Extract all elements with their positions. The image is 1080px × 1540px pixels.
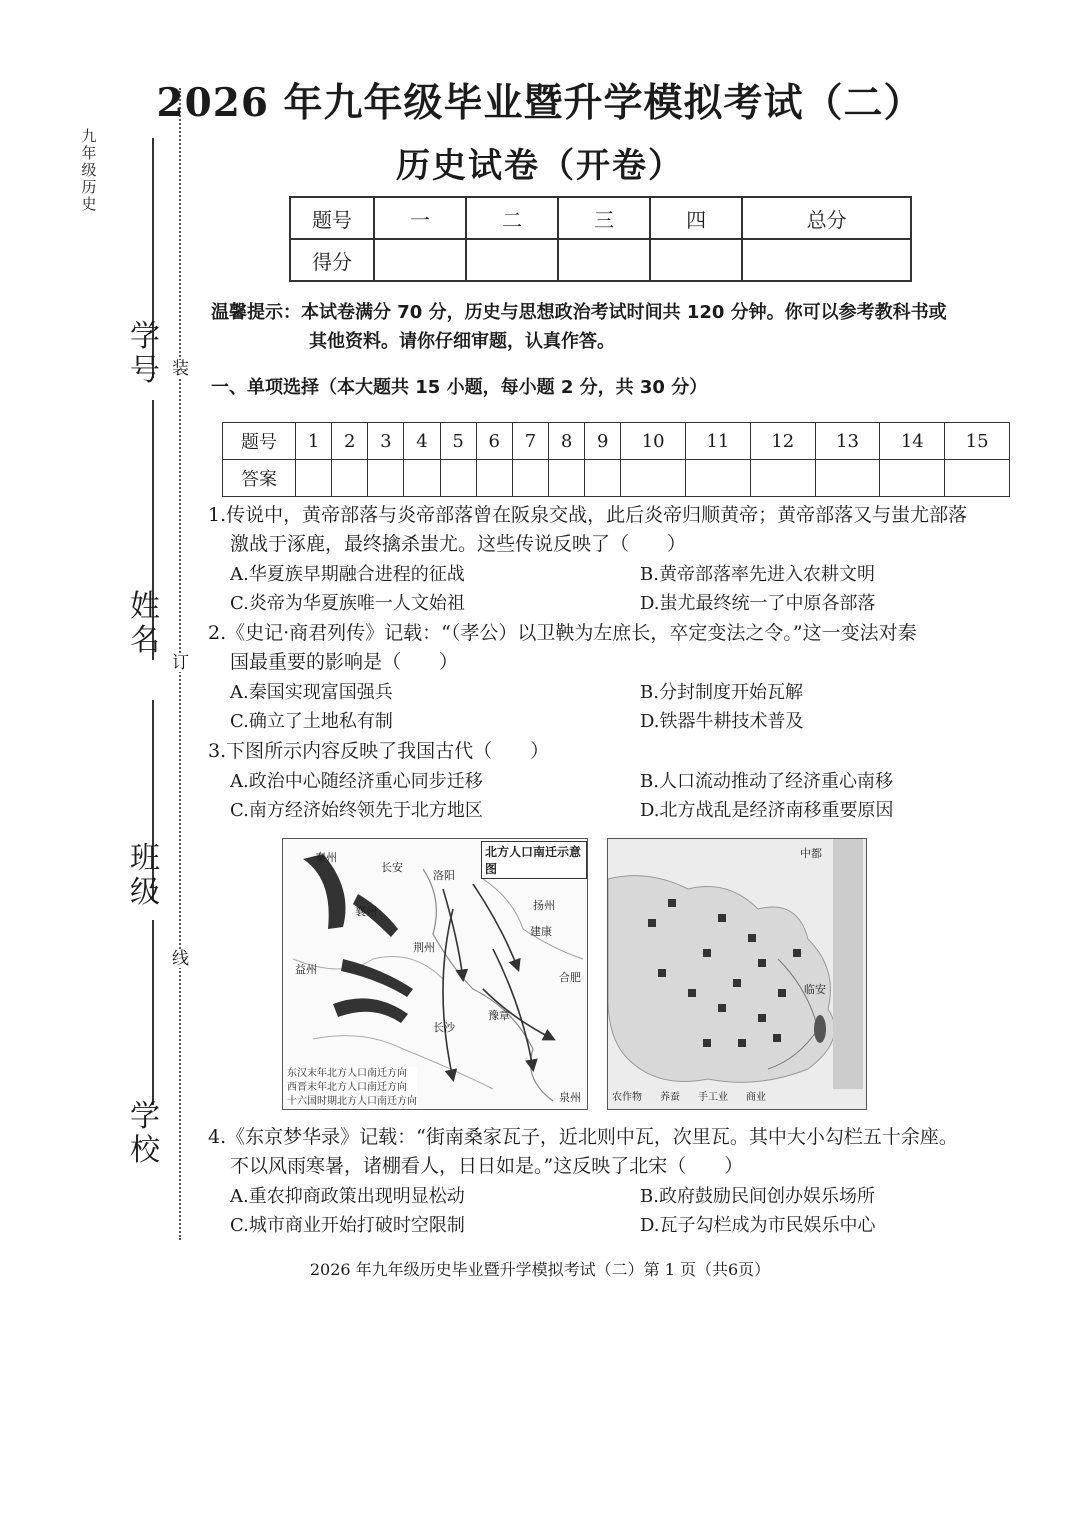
question-2-option-d[interactable]: D.铁器牛耕技术普及: [640, 711, 804, 732]
question-3: [208, 737, 1008, 766]
margin-field-student-id: 学号: [130, 319, 160, 388]
question-2-option-a[interactable]: A.秦国实现富国强兵: [230, 682, 393, 703]
answer-cell[interactable]: [686, 460, 751, 497]
question-1-option-c[interactable]: C.炎帝为华夏族唯一人文始祖: [230, 593, 465, 614]
answer-cell[interactable]: [512, 460, 548, 497]
city-label: 扬州: [533, 899, 555, 912]
answer-cell[interactable]: [296, 460, 332, 497]
city-label: 长安: [381, 861, 403, 874]
question-3-stem-line1: 3.下图所示内容反映了我国古代（ ）: [208, 740, 550, 762]
score-cell[interactable]: [650, 239, 742, 281]
city-label: 豫章: [488, 1009, 510, 1022]
city-label: 长沙: [433, 1021, 455, 1034]
migration-map-legend: [287, 1067, 417, 1109]
question-2-stem-line1: 2.《史记·商君列传》记载：“（孝公）以卫鞅为左庶长，卒定变法之令。”这一变法对秦: [208, 622, 917, 644]
city-label: 益州: [295, 963, 317, 976]
legend-item: 手工业: [698, 1092, 728, 1103]
score-table: [289, 196, 912, 282]
city-label: 中都: [800, 847, 822, 860]
cut-mark-xian: 线: [172, 949, 189, 969]
question-2-option-c[interactable]: C.确立了土地私有制: [230, 711, 393, 732]
score-table-header-row: [290, 197, 911, 239]
question-4-options: [230, 1182, 1000, 1240]
migration-map: [282, 838, 588, 1110]
score-row-label: 得分: [290, 239, 374, 281]
answer-cell[interactable]: [750, 460, 815, 497]
answer-table-number-cell: 7: [512, 423, 548, 460]
answer-cell[interactable]: [621, 460, 686, 497]
answer-cell[interactable]: [476, 460, 512, 497]
answer-table-number-cell: 1: [296, 423, 332, 460]
question-4-option-d[interactable]: D.瓦子勾栏成为市民娱乐中心: [640, 1215, 876, 1236]
answer-table-number-cell: 15: [945, 423, 1010, 460]
question-1-stem-line1: 1.传说中，黄帝部落与炎帝部落曾在阪泉交战，此后炎帝归顺黄帝；黄帝部落又与蚩尤部落: [208, 504, 968, 526]
migration-map-title: 北方人口南迁示意图: [481, 841, 587, 879]
exam-subtitle: 历史试卷（开卷）: [396, 146, 684, 186]
answer-cell[interactable]: [440, 460, 476, 497]
answer-cell[interactable]: [548, 460, 584, 497]
answer-table-number-cell: 13: [815, 423, 880, 460]
score-header-cell: 一: [374, 197, 466, 239]
question-4-stem-line2: 不以风雨寒暑，诸棚看人，日日如是。”这反映了北宋（ ）: [230, 1155, 744, 1177]
answer-table-number-cell: 10: [621, 423, 686, 460]
margin-caption: 九年级历史: [81, 127, 97, 213]
question-3-option-c[interactable]: C.南方经济始终领先于北方地区: [230, 800, 483, 821]
question-4-option-c[interactable]: C.城市商业开始打破时空限制: [230, 1215, 465, 1236]
question-1-option-a[interactable]: A.华夏族早期融合进程的征战: [230, 564, 465, 585]
city-label: 泉州: [559, 1091, 581, 1104]
answer-cell[interactable]: [945, 460, 1010, 497]
margin-field-name: 姓名: [130, 589, 160, 658]
margin-field-school: 学校: [130, 1099, 160, 1168]
question-3-options: [230, 767, 1000, 825]
answer-table-number-cell: 8: [548, 423, 584, 460]
exam-tip-line2: 其他资料。请你仔细审题，认真作答。: [309, 331, 615, 352]
answer-cell[interactable]: [815, 460, 880, 497]
answer-table-number-cell: 12: [750, 423, 815, 460]
answer-cell[interactable]: [404, 460, 440, 497]
score-cell[interactable]: [742, 239, 911, 281]
city-label: 襄州: [355, 905, 377, 918]
city-label: 临安: [804, 983, 826, 996]
question-4-option-b[interactable]: B.政府鼓励民间创办娱乐场所: [640, 1186, 875, 1207]
question-2-options: [230, 678, 1000, 736]
answer-table-number-cell: 4: [404, 423, 440, 460]
score-cell[interactable]: [374, 239, 466, 281]
legend-item: 东汉末年北方人口南迁方向: [287, 1068, 407, 1079]
legend-item: 十六国时期北方人口南迁方向: [287, 1096, 417, 1107]
answer-table-answer-label: 答案: [223, 460, 296, 497]
page-footer: 2026 年九年级历史毕业暨升学模拟考试（二）第 1 页（共6页）: [309, 1260, 771, 1279]
margin-field-class: 班级: [130, 841, 160, 910]
answer-table-number-cell: 11: [686, 423, 751, 460]
score-header-cell: 三: [558, 197, 650, 239]
cut-mark-ding: 订: [172, 653, 189, 673]
economy-map-legend: [612, 1091, 862, 1105]
score-table-score-row: [290, 239, 911, 281]
city-label: 合肥: [559, 971, 581, 984]
answer-cell[interactable]: [332, 460, 368, 497]
section-title: 一、单项选择（本大题共 15 小题，每小题 2 分，共 30 分）: [211, 377, 708, 398]
question-1-stem-line2: 激战于涿鹿，最终擒杀蚩尤。这些传说反映了（ ）: [230, 533, 687, 555]
answer-table-number-cell: 9: [585, 423, 621, 460]
question-2-stem-line2: 国最重要的影响是（ ）: [230, 651, 459, 673]
question-3-option-d[interactable]: D.北方战乱是经济南移重要原因: [640, 800, 894, 821]
question-4-option-a[interactable]: A.重农抑商政策出现明显松动: [230, 1186, 465, 1207]
legend-item: 商业: [746, 1092, 766, 1103]
answer-table-answer-row: [223, 460, 1010, 497]
score-header-cell: 题号: [290, 197, 374, 239]
question-2-option-b[interactable]: B.分封制度开始瓦解: [640, 682, 803, 703]
question-1: [208, 501, 1008, 559]
answer-table-number-cell: 6: [476, 423, 512, 460]
answer-table-header-label: 题号: [223, 423, 296, 460]
question-2: [208, 619, 1008, 677]
score-cell[interactable]: [558, 239, 650, 281]
question-4-stem-line1: 4.《东京梦华录》记载：“街南桑家瓦子，近北则中瓦，次里瓦。其中大小勾栏五十余座。: [208, 1126, 958, 1148]
answer-cell[interactable]: [585, 460, 621, 497]
economy-map-graphic: [608, 839, 866, 1109]
score-cell[interactable]: [466, 239, 558, 281]
question-1-options: [230, 560, 1000, 618]
economy-map: [607, 838, 867, 1110]
answer-table-number-cell: 5: [440, 423, 476, 460]
score-header-cell: 总分: [742, 197, 911, 239]
question-4: [208, 1123, 1008, 1181]
margin-line-school: [152, 920, 154, 1105]
legend-item: 农作物: [612, 1092, 642, 1103]
question-3-option-b[interactable]: B.人口流动推动了经济重心南移: [640, 771, 893, 792]
answer-cell[interactable]: [880, 460, 945, 497]
city-label: 洛阳: [433, 869, 455, 882]
exam-tip-line1: 温馨提示：本试卷满分 70 分，历史与思想政治考试时间共 120 分钟。你可以参考教科书或: [211, 302, 947, 323]
answer-table-number-row: [223, 423, 1010, 460]
score-header-cell: 四: [650, 197, 742, 239]
city-label: 荆州: [413, 941, 435, 954]
legend-item: 西晋末年北方人口南迁方向: [287, 1082, 407, 1093]
answer-table-number-cell: 14: [880, 423, 945, 460]
answer-table: [222, 422, 1010, 497]
question-3-option-a[interactable]: A.政治中心随经济重心同步迁移: [230, 771, 483, 792]
exam-tip: [211, 298, 1001, 356]
question-1-option-b[interactable]: B.黄帝部落率先进入农耕文明: [640, 564, 875, 585]
answer-table-number-cell: 2: [332, 423, 368, 460]
city-label: 建康: [530, 925, 552, 938]
cut-mark-zhuang: 装: [172, 359, 189, 379]
question-1-option-d[interactable]: D.蚩尤最终统一了中原各部落: [640, 593, 876, 614]
legend-item: 养蚕: [660, 1092, 680, 1103]
answer-table-number-cell: 3: [368, 423, 404, 460]
score-header-cell: 二: [466, 197, 558, 239]
answer-cell[interactable]: [368, 460, 404, 497]
city-label: 秦州: [315, 851, 337, 864]
exam-title: 2026 年九年级毕业暨升学模拟考试（二）: [156, 80, 924, 126]
